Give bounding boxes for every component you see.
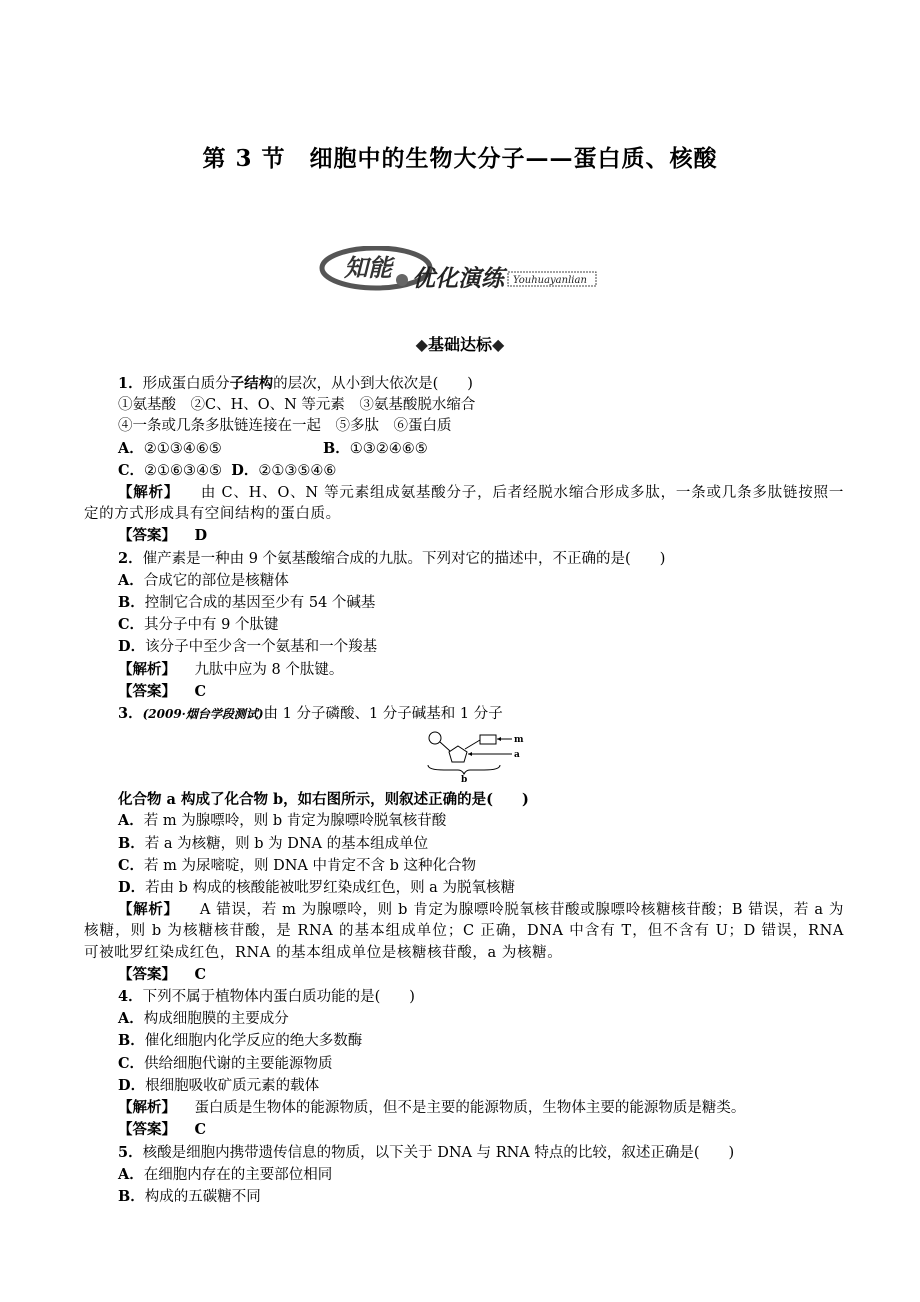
q2-option-d[interactable]: D．该分子中至少含一个氨基和一个羧基 xyxy=(118,638,378,656)
q3-option-d[interactable]: D．若由 b 构成的核酸能被吡罗红染成红色，则 a 为脱氧核糖 xyxy=(118,879,515,897)
banner-pinyin: Youhuayanlian xyxy=(513,275,587,286)
q1-option-d[interactable]: D．②①③⑤④⑥ xyxy=(231,461,337,479)
q2-stem: 2．催产素是一种由 9 个氨基酸缩合成的九肽。下列对它的描述中，不正确的是( ) xyxy=(118,549,666,567)
brace-b xyxy=(428,765,500,774)
q1-items-line1: ①氨基酸 ②C、H、O、N 等元素 ③氨基酸脱水缩合 xyxy=(118,397,476,414)
q1-analysis: 【解析】 由 C、H、O、N 等元素组成氨基酸分子，后者经脱水缩合形成多肽，一条或几条多肽链按照一定的方式形成具有空间结构的蛋白质。 xyxy=(84,484,844,523)
q3-answer: 【答案】 C xyxy=(118,965,206,983)
base-box xyxy=(480,735,496,744)
q3-option-b[interactable]: B．若 a 为核糖，则 b 为 DNA 的基本组成单位 xyxy=(118,834,429,852)
pentose-pentagon xyxy=(449,746,467,762)
diamond-right-icon: ◆ xyxy=(492,335,505,354)
label-m: m xyxy=(514,735,524,746)
q4-option-a[interactable]: A．构成细胞膜的主要成分 xyxy=(118,1010,289,1028)
banner-title-part1: 知能 xyxy=(344,253,392,282)
q4-answer: 【答案】 C xyxy=(118,1121,206,1139)
q1-options-cd xyxy=(84,460,844,482)
q1-option-a[interactable]: A．②①③④⑥⑤ xyxy=(118,439,222,457)
q4-analysis: 【解析】 蛋白质是生物体的能源物质，但不是主要的能源物质，生物体主要的能源物质是糖类。 xyxy=(118,1099,746,1117)
phosphate-bond xyxy=(440,742,450,751)
q1-stem: 1．形成蛋白质分子结构的层次，从小到大依次是( ) xyxy=(118,375,473,392)
q1-answer: 【答案】 D xyxy=(118,527,208,545)
question-list xyxy=(84,373,844,1208)
phosphate-circle xyxy=(429,732,441,744)
q4-option-b[interactable]: B．催化细胞内化学反应的绝大多数酶 xyxy=(118,1032,363,1050)
q4-stem: 4．下列不属于植物体内蛋白质功能的是( ) xyxy=(118,988,415,1006)
q3-source: (2009·烟台学段测试) xyxy=(142,707,264,722)
banner-dot-icon xyxy=(396,274,408,286)
q2-analysis: 【解析】 九肽中应为 8 个肽键。 xyxy=(118,660,344,678)
q2-answer: 【答案】 C xyxy=(118,682,206,700)
q3-option-c[interactable]: C．若 m 为尿嘧啶，则 DNA 中肯定不含 b 这种化合物 xyxy=(118,856,477,874)
banner-title-part2: 优化演练 xyxy=(412,265,504,292)
arrow-m-head xyxy=(497,737,501,741)
page-title: 第 3 节 细胞中的生物大分子——蛋白质、核酸 xyxy=(202,145,718,172)
section-label: 基础达标 xyxy=(427,335,492,354)
q3-stem-part1: 3．(2009·烟台学段测试)由 1 分子磷酸、1 分子碱基和 1 分子 xyxy=(118,705,503,723)
q1-options-ab xyxy=(84,438,844,460)
q1-items-line2: ④一条或几条多肽链连接在一起 ⑤多肽 ⑥蛋白质 xyxy=(118,418,452,435)
q2-option-a[interactable]: A．合成它的部位是核糖体 xyxy=(118,571,289,589)
base-bond xyxy=(465,740,480,749)
nucleotide-diagram xyxy=(424,727,534,783)
diamond-left-icon: ◆ xyxy=(415,335,428,354)
section-banner xyxy=(318,246,602,294)
q3-option-a[interactable]: A．若 m 为腺嘌呤，则 b 肯定为腺嘌呤脱氧核苷酸 xyxy=(118,812,447,830)
q5-option-a[interactable]: A．在细胞内存在的主要部位相同 xyxy=(118,1165,333,1183)
q1-option-b[interactable]: B．①③②④⑥⑤ xyxy=(323,439,428,457)
q2-option-b[interactable]: B．控制它合成的基因至少有 54 个碱基 xyxy=(118,594,376,612)
q5-stem: 5．核酸是细胞内携带遗传信息的物质，以下关于 DNA 与 RNA 特点的比较，叙述正确是( ) xyxy=(118,1143,735,1161)
section-heading xyxy=(0,332,920,355)
label-b: b xyxy=(461,775,468,784)
arrow-a-head xyxy=(468,752,472,756)
q4-option-d[interactable]: D．根细胞吸收矿质元素的载体 xyxy=(118,1076,320,1094)
q2-option-c[interactable]: C．其分子中有 9 个肽键 xyxy=(118,616,279,634)
label-a: a xyxy=(514,750,520,761)
q3-figure xyxy=(84,727,844,785)
q1-option-c[interactable]: C．②①⑥③④⑤ xyxy=(118,461,223,479)
q4-option-c[interactable]: C．供给细胞代谢的主要能源物质 xyxy=(118,1054,333,1072)
q5-option-b[interactable]: B．构成的五碳糖不同 xyxy=(118,1187,261,1205)
q3-stem-part2: 化合物 a 构成了化合物 b，如右图所示，则叙述正确的是( ) xyxy=(118,791,529,809)
q3-analysis: 【解析】 A 错误，若 m 为腺嘌呤，则 b 肯定为腺嘌呤脱氧核苷酸或腺嘌呤核糖核苷酸；B 错误，若 a 为核糖，则 b 为核糖核苷酸，是 RNA 的基本组成单位；C 正确，DNA 中含有 T，但不含有 U；D 错误，RNA 可被吡罗红染成红色，RNA 的基本组成单位是核糖核苷酸，a 为核糖。 xyxy=(84,901,845,961)
